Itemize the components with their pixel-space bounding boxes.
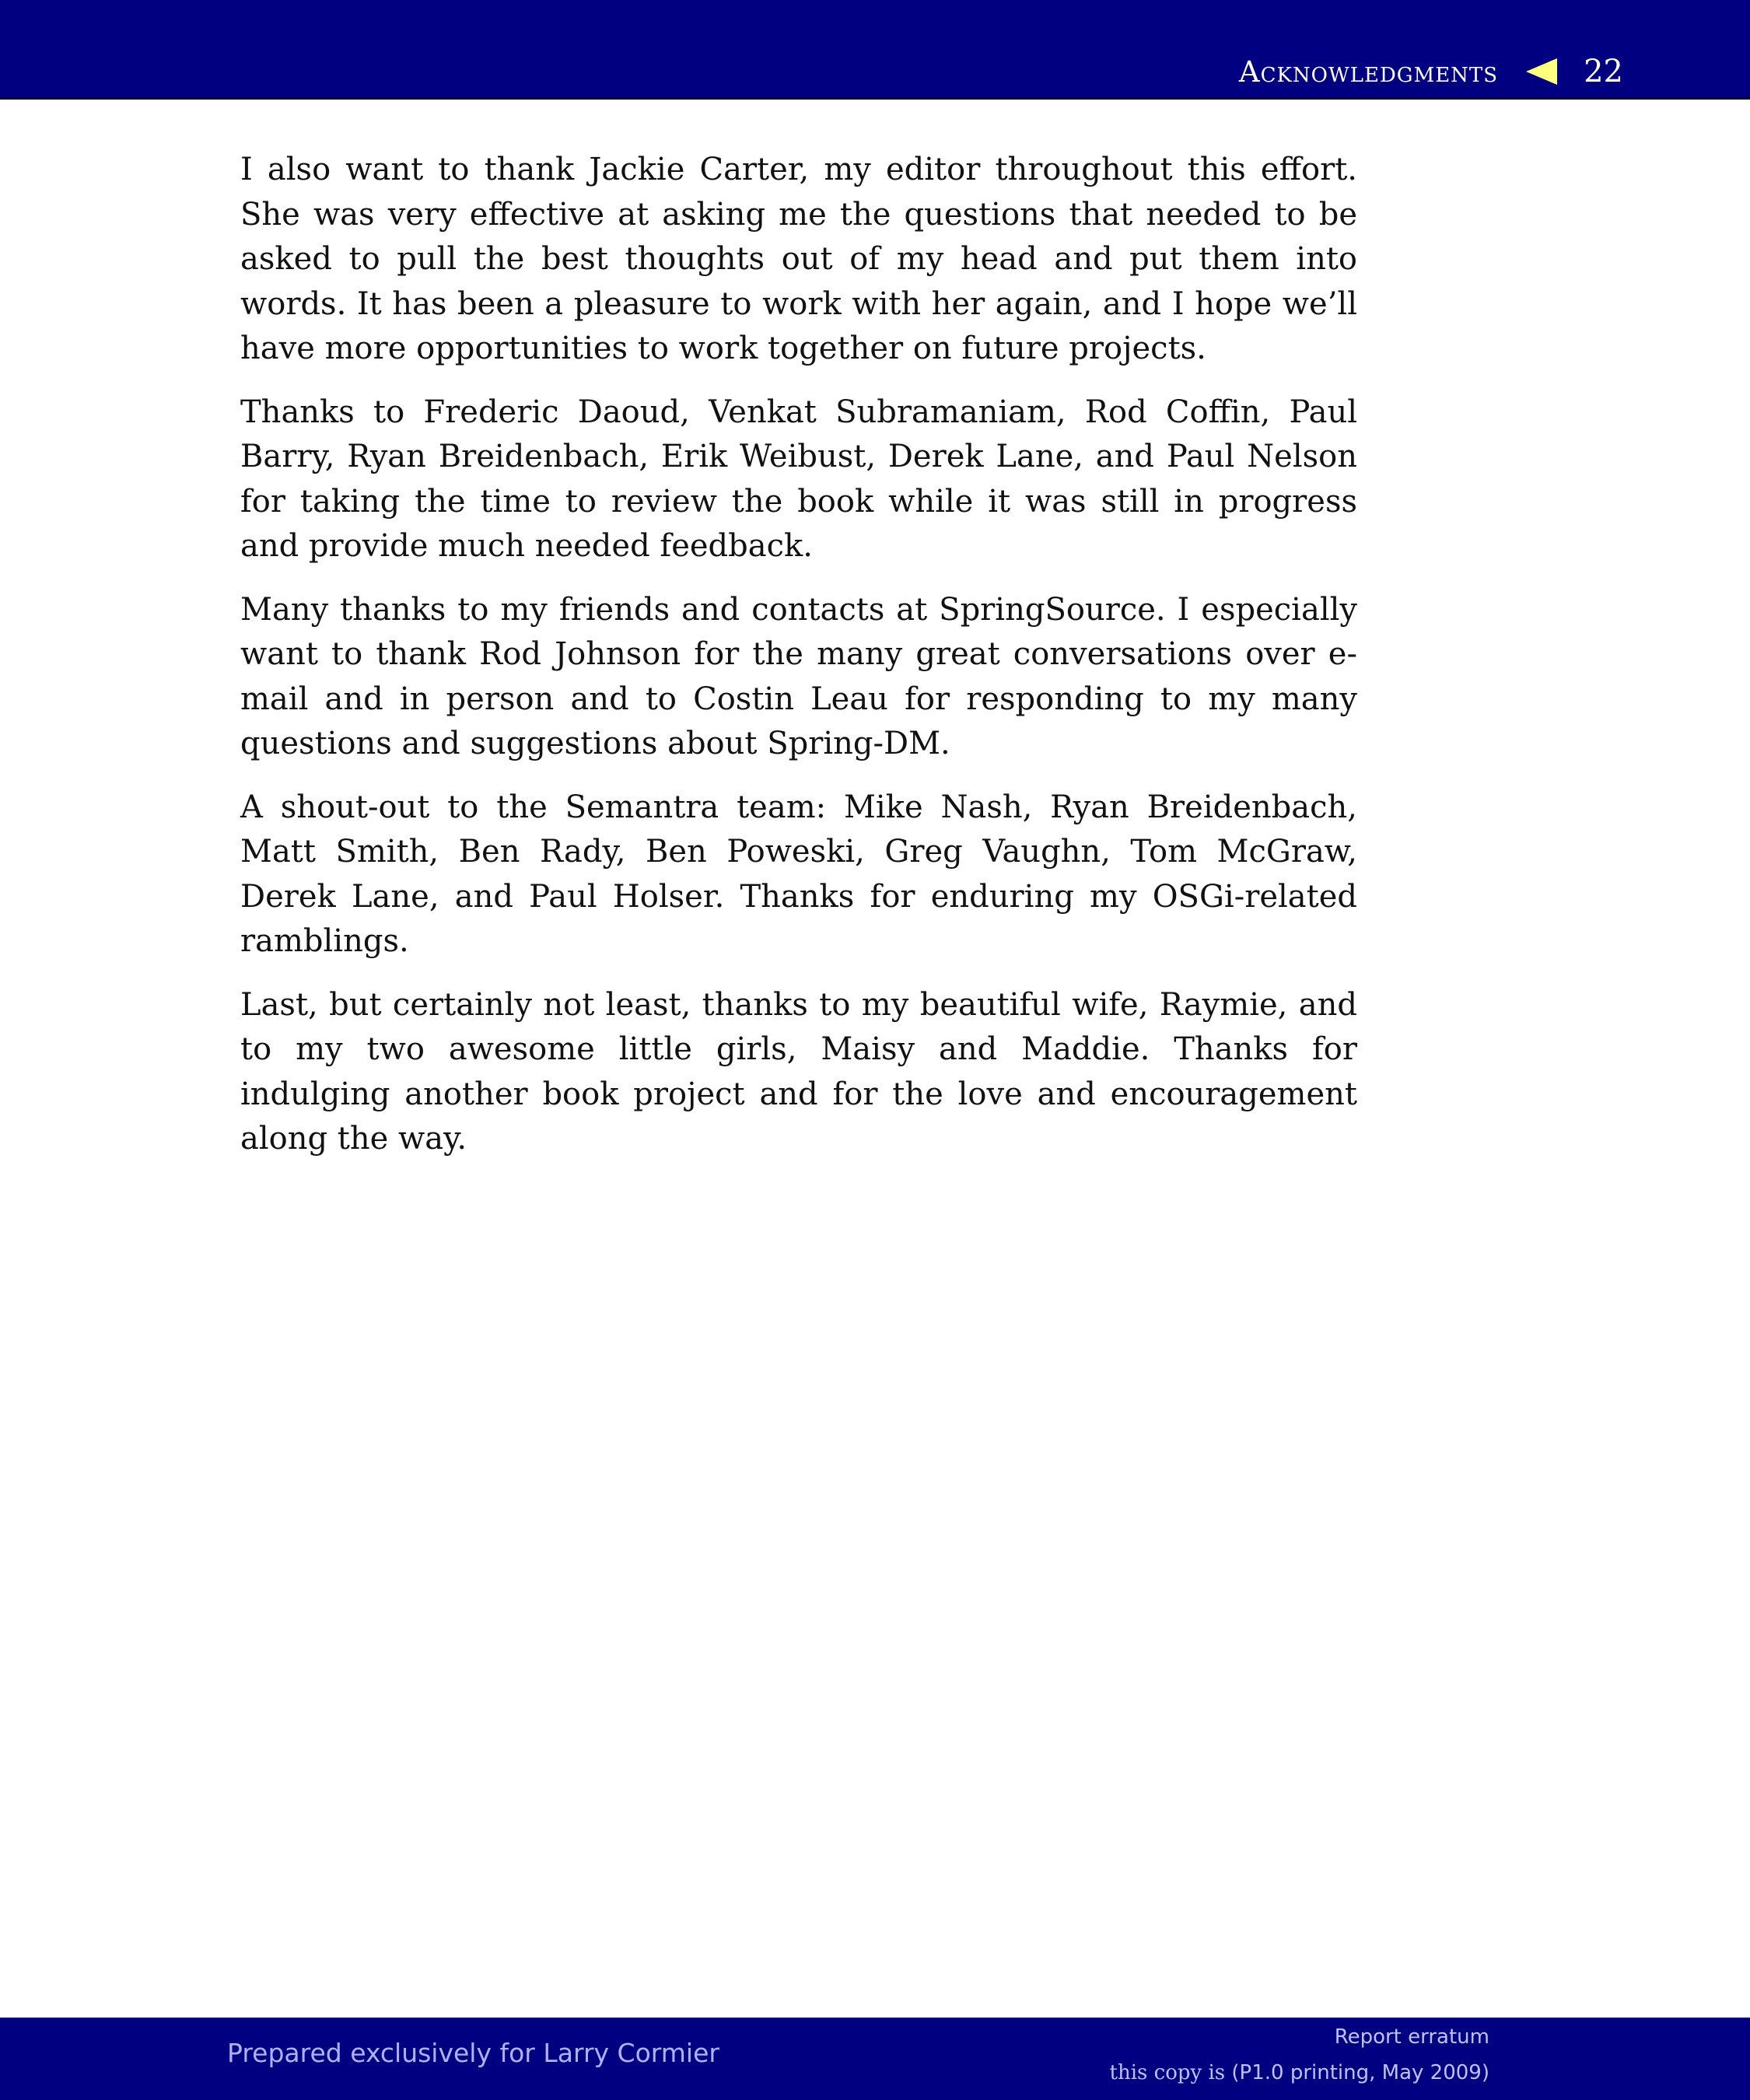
paragraph-family-thanks: Last, but certainly not least, thanks to my beautiful wife, Raymie, and to my two awesome little girls, Maisy and Maddie. Thanks for indulging another book project and for the love and encouragement along the way. [240,986,1357,1157]
running-head: Acknowledgments [1238,54,1499,89]
paragraph-springsource-thanks: Many thanks to my friends and contacts at SpringSource. I especially want to thank Rod Johnson for the many great conversations over e-mail and in person and to Costin Leau for responding to my many questions and suggestions about Spring-DM. [240,591,1357,761]
paragraph-semantra-thanks: A shout-out to the Semantra team: Mike Nash, Ryan Breidenbach, Matt Smith, Ben Rady, Ben Poweski, Greg Vaughn, Tom McGraw, Derek Lane, and Paul Holser. Thanks for enduring my OSGi-related ramblings. [240,789,1357,959]
acknowledgments-body [240,148,1357,1181]
copy-prefix: this copy is [1109,2061,1226,2084]
copy-info [1110,2061,1489,2084]
paragraph-reviewers-thanks: Thanks to Frederic Daoud, Venkat Subramaniam, Rod Coffin, Paul Barry, Ryan Breidenbach, Erik Weibust, Derek Lane, and Paul Nelson for taking the time to review the book while it was still in progress and provide much needed feedback. [240,394,1357,564]
paragraph-editor-thanks: I also want to thank Jackie Carter, my editor throughout this effort. She was very effective at asking me the questions that needed to be asked to pull the best thoughts out of my head and put them into words. It has been a pleasure to work with her again, and I hope we’ll have more opportunities to work together on future projects. [240,152,1357,366]
page-number: 22 [1584,54,1623,89]
copy-details: (P1.0 printing, May 2009) [1231,2061,1489,2084]
back-arrow-icon[interactable] [1526,58,1557,85]
prepared-for-text: Prepared exclusively for Larry Cormier [227,2038,719,2068]
header-nav [1239,48,1623,95]
report-erratum-link[interactable]: Report erratum [1334,2025,1489,2049]
header-bar [0,0,1750,100]
